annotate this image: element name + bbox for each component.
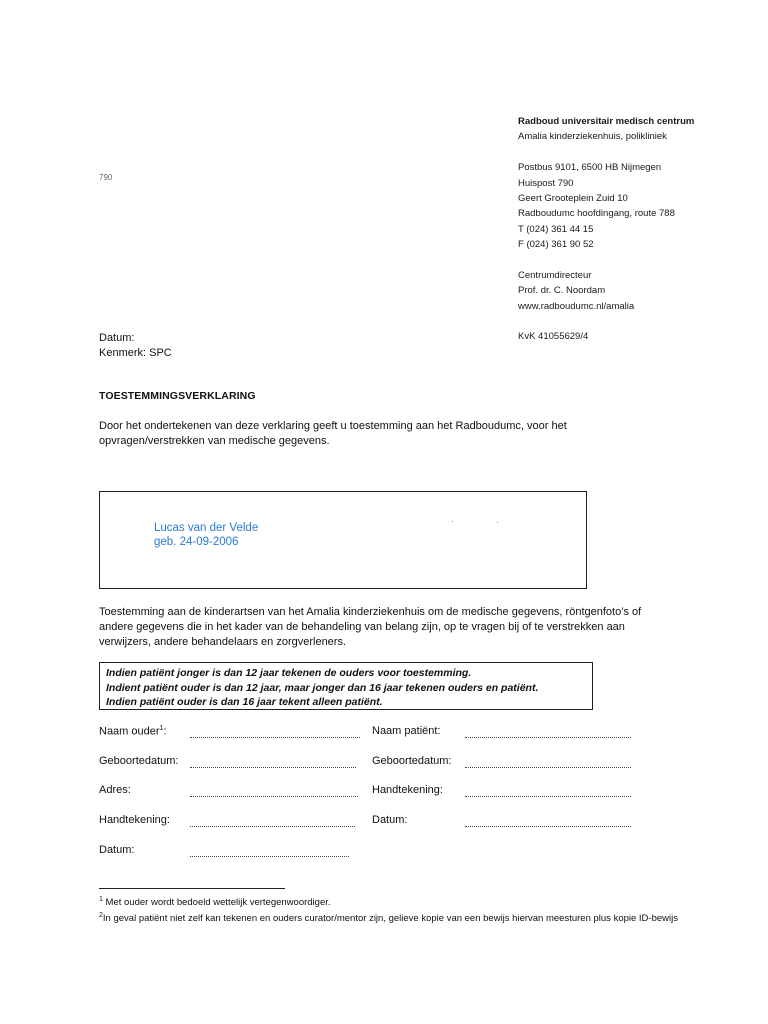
sender-website: www.radboudumc.nl/amalia [518, 300, 635, 312]
patient-name: Lucas van der Velde [154, 522, 259, 534]
scan-speck [497, 522, 498, 523]
footnote-divider [99, 888, 285, 889]
footnote-1: $^1$ Met ouder wordt bedoeld wettelijk vertegenwoordiger. [99, 896, 331, 909]
sender-street: Geert Grooteplein Zuid 10 [518, 192, 628, 204]
handtekening-patient-label: Handtekening: [372, 784, 443, 796]
rule-12-to-16: Indient patiënt ouder is dan 12 jaar, maar jonger dan 16 jaar tekenen ouders en patiënt. [106, 681, 539, 694]
document-code: 790 [99, 173, 113, 182]
datum-ouder-field[interactable] [190, 855, 349, 857]
scan-speck [452, 521, 453, 522]
kenmerk-label: Kenmerk: SPC [99, 347, 172, 359]
adres-label: Adres: [99, 784, 131, 796]
sender-postbus: Postbus 9101, 6500 HB Nijmegen [518, 162, 662, 174]
sender-organization: Radboud universitair medisch centrum [518, 116, 695, 127]
document-title: TOESTEMMINGSVERKLARING [99, 390, 256, 402]
patient-birthdate: geb. 24-09-2006 [154, 536, 239, 548]
signing-rules-box [99, 662, 593, 710]
geboortedatum-ouder-field[interactable] [190, 766, 356, 768]
sender-role: Centrumdirecteur [518, 269, 592, 281]
footnote-ref-1: 1 [159, 725, 164, 732]
footnote-2: $^2$In geval patiënt niet zelf kan tekenen en ouders curator/mentor zijn, gelieve kopie van een bewijs hiervan meesturen plus kopie ID-bewijs [99, 911, 678, 924]
naam-ouder-field[interactable] [190, 736, 360, 738]
handtekening-ouder-label: Handtekening: [99, 814, 170, 826]
naam-patient-label: Naam patiënt: [372, 725, 441, 737]
rule-over-16: Indien patiënt ouder is dan 16 jaar tekent alleen patiënt. [106, 696, 383, 708]
consent-paragraph: Toestemming aan de kinderartsen van het Amalia kinderziekenhuis om de medische gegevens, röntgenfoto’s of andere gegevens die in het kader van de behandeling van belang zijn, op te vragen bij of te verstrekken aan verwijzers, andere behandelaars en zorgverleners. [99, 606, 642, 648]
rule-under-12: Indien patiënt jonger is dan 12 jaar tekenen de ouders voor toestemming. [106, 667, 472, 679]
sender-kvk: KvK 41055629/4 [518, 331, 589, 342]
datum-label: Datum: [99, 332, 135, 344]
sender-department: Amalia kinderziekenhuis, polikliniek [518, 131, 667, 143]
geboortedatum-patient-field[interactable] [465, 766, 631, 768]
datum-patient-field[interactable] [465, 825, 631, 827]
datum-ouder-label: Datum: [99, 844, 135, 856]
datum-patient-label: Datum: [372, 814, 408, 826]
sender-fax: F (024) 361 90 52 [518, 239, 594, 251]
footnotes [99, 894, 679, 925]
handtekening-ouder-field[interactable] [190, 825, 355, 827]
handtekening-patient-field[interactable] [465, 795, 631, 797]
patient-address-box [99, 491, 587, 589]
sender-route: Radboudumc hoofdingang, route 788 [518, 208, 675, 220]
sender-huispost: Huispost 790 [518, 177, 574, 189]
sender-director: Prof. dr. C. Noordam [518, 285, 606, 297]
naam-patient-field[interactable] [465, 736, 631, 738]
letter-meta [99, 331, 172, 361]
naam-ouder-label: Naam ouder$^1$: [99, 725, 167, 738]
geboortedatum-patient-label: Geboortedatum: [372, 755, 452, 767]
sender-address-block [518, 114, 694, 314]
geboortedatum-ouder-label: Geboortedatum: [99, 755, 179, 767]
adres-field[interactable] [190, 795, 358, 797]
intro-paragraph: Door het ondertekenen van deze verklaring geeft u toestemming aan het Radboudumc, voor het opvragen/verstrekken van medische gegevens. [99, 420, 567, 447]
sender-phone: T (024) 361 44 15 [518, 223, 594, 235]
